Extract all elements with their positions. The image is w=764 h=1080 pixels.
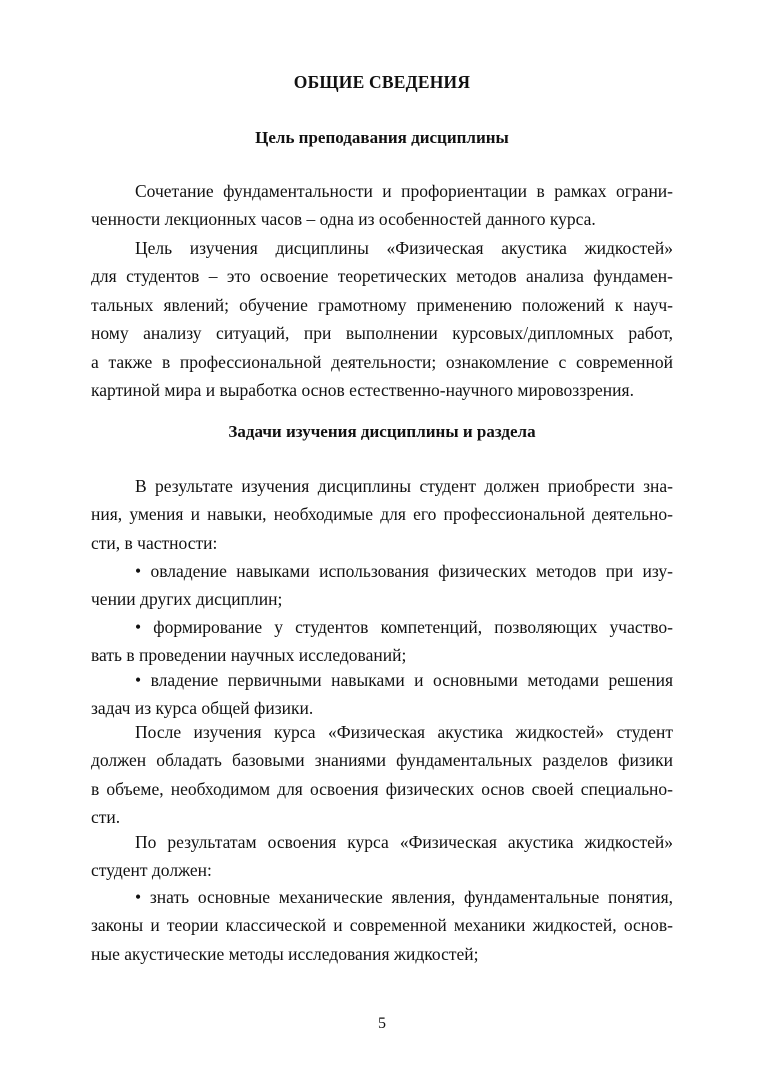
- text-line: По результатам освоения курса «Физическая акустика жидкостей»: [135, 832, 673, 852]
- text-line: а также в профессиональной деятельности; ознакомление с современной: [91, 351, 673, 372]
- text-line: в объеме, необходимом для освоения физических основ своей специально-: [91, 778, 673, 799]
- text-line: Сочетание фундаментальности и профориентации в рамках ограни-: [135, 181, 673, 201]
- text-line: ному анализу ситуаций, при выполнении курсовых/дипломных работ,: [91, 323, 673, 344]
- text-line: законы и теории классической и современной механики жидкостей, основ-: [91, 915, 673, 936]
- text-line: вать в проведении научных исследований;: [91, 645, 407, 666]
- paragraph-goal-2: [91, 234, 673, 404]
- paragraph-tasks-2: [91, 718, 673, 832]
- text-line: ные акустические методы исследования жидкостей;: [91, 943, 479, 964]
- text-line: • знать основные механические явления, фундаментальные понятия,: [135, 887, 673, 907]
- text-line: задач из курса общей физики.: [91, 698, 314, 719]
- text-line: должен обладать базовыми знаниями фундаментальных разделов физики: [91, 750, 673, 771]
- bullet-item-3: [91, 666, 673, 723]
- text-line: ченности лекционных часов – одна из особенностей данного курса.: [91, 209, 596, 230]
- paragraph-goal-1: [91, 177, 673, 234]
- text-line: сти, в частности:: [91, 532, 218, 553]
- text-line: • владение первичными навыками и основными методами решения: [135, 670, 673, 690]
- text-line: После изучения курса «Физическая акустика жидкостей» студент: [135, 722, 673, 742]
- text-line: • формирование у студентов компетенций, позволяющих участво-: [135, 617, 673, 637]
- section-title-goal: Цель преподавания дисциплины: [255, 128, 509, 147]
- section-title-tasks: Задачи изучения дисциплины и раздела: [228, 422, 536, 441]
- text-line: Цель изучения дисциплины «Физическая акустика жидкостей»: [135, 238, 673, 258]
- text-line: сти.: [91, 807, 121, 828]
- bullet-item-4: [91, 883, 673, 968]
- page-number: 5: [378, 1015, 386, 1032]
- text-line: • овладение навыками использования физических методов при изу-: [135, 561, 673, 581]
- text-line: чении других дисциплин;: [91, 589, 283, 610]
- paragraph-tasks-1: [91, 472, 673, 557]
- page-heading: ОБЩИЕ СВЕДЕНИЯ: [293, 72, 471, 92]
- paragraph-tasks-3: [91, 828, 673, 885]
- text-line: для студентов – это освоение теоретических методов анализа фундамен-: [91, 266, 673, 287]
- text-line: картиной мира и выработка основ естественно-научного мировоззрения.: [91, 379, 634, 400]
- text-line: студент должен:: [91, 860, 212, 881]
- text-line: В результате изучения дисциплины студент должен приобрести зна-: [135, 476, 673, 496]
- bullet-item-1: [91, 557, 673, 614]
- text-line: ния, умения и навыки, необходимые для его профессиональной деятельно-: [91, 504, 673, 525]
- bullet-item-2: [91, 613, 673, 670]
- text-line: тальных явлений; обучение грамотному применению положений к науч-: [91, 294, 673, 315]
